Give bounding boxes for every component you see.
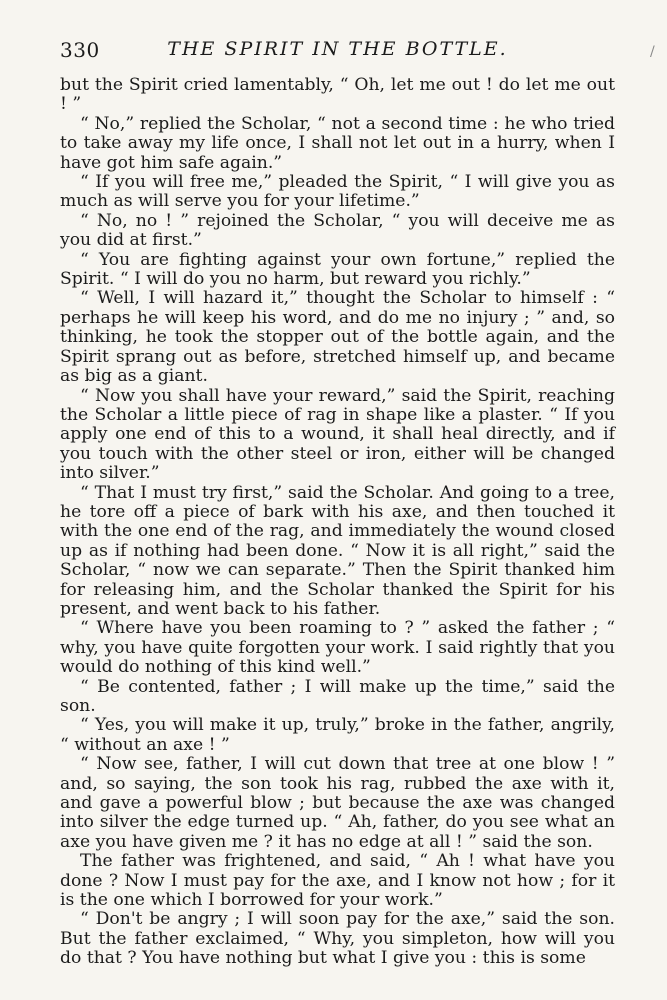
paragraph: “ Well, I will hazard it,” thought the Scholar to himself : “ perhaps he will keep his word, and do me no injury ; ” and, so thinking, he took the stopper out of the bottle again, and the Spirit sprang out as before, stretched himself up, and became as big as a giant.: [60, 288, 615, 387]
paragraph: “ Yes, you will make it up, truly,” broke in the father, angrily, “ without an axe ! ”: [60, 715, 615, 755]
paragraph: “ No,” replied the Scholar, “ not a second time : he who tried to take away my life once, I shall not let out in a hurry, when I have got him safe again.”: [60, 113, 615, 173]
paragraph: “ Be contented, father ; I will make up the time,” said the son.: [60, 676, 615, 716]
paragraph: “ No, no ! ” rejoined the Scholar, “ you will deceive me as you did at first.”: [60, 210, 615, 251]
page-header: [60, 38, 655, 68]
paragraph: “ Where have you been roaming to ? ” asked the father ; “ why, you have quite forgotten your work. I said rightly that you would do nothing of this kind well.”: [60, 618, 615, 678]
paragraph: “ Now you shall have your reward,” said the Spirit, reaching the Scholar a little piece of rag in shape like a plaster. “ If you apply one end of this to a wound, it shall heal directly, and if you touch with the other steel or iron, either will be changed into silver.”: [60, 385, 615, 484]
page-number: 330: [60, 38, 100, 62]
paragraph: “ Don't be angry ; I will soon pay for the axe,” said the son. But the father exclaimed, “ Why, you simpleton, how will you do that ? You have nothing but what I give you : this is some: [60, 909, 615, 969]
paragraph: The father was frightened, and said, “ Ah ! what have you done ? Now I must pay for the axe, and I know not how ; for it is the one which I borrowed for your work.”: [60, 851, 615, 911]
paragraph: “ You are fighting against your own fortune,” replied the Spirit. “ I will do you no harm, but reward you richly.”: [60, 249, 615, 290]
body-text: [60, 76, 615, 969]
paragraph: “ Now see, father, I will cut down that tree at one blow ! ” and, so saying, the son took his rag, rubbed the axe with it, and gave a powerful blow ; but because the axe was changed into silver the edge turned up. “ Ah, father, do you see what an axe you have given me ? it has no edge at all ! ” said the son.: [60, 754, 615, 852]
corner-mark: /: [650, 44, 655, 60]
paragraph: “ If you will free me,” pleaded the Spirit, “ I will give you as much as will serve you for your lifetime.”: [60, 172, 615, 212]
paragraph: but the Spirit cried lamentably, “ Oh, let me out ! do let me out ! ”: [60, 75, 615, 115]
paragraph: “ That I must try first,” said the Scholar. And going to a tree, he tore off a piece of bark with his axe, and then touched it with the one end of the rag, and immediately the wound closed up as if nothing had been done. “ Now it is all right,” said the Scholar, “ now we can separate.” Then the Spirit thanked him for releasing him, and the Scholar thanked the Spirit for his present, and went back to his father.: [60, 482, 615, 619]
running-title: THE SPIRIT IN THE BOTTLE.: [167, 38, 508, 60]
